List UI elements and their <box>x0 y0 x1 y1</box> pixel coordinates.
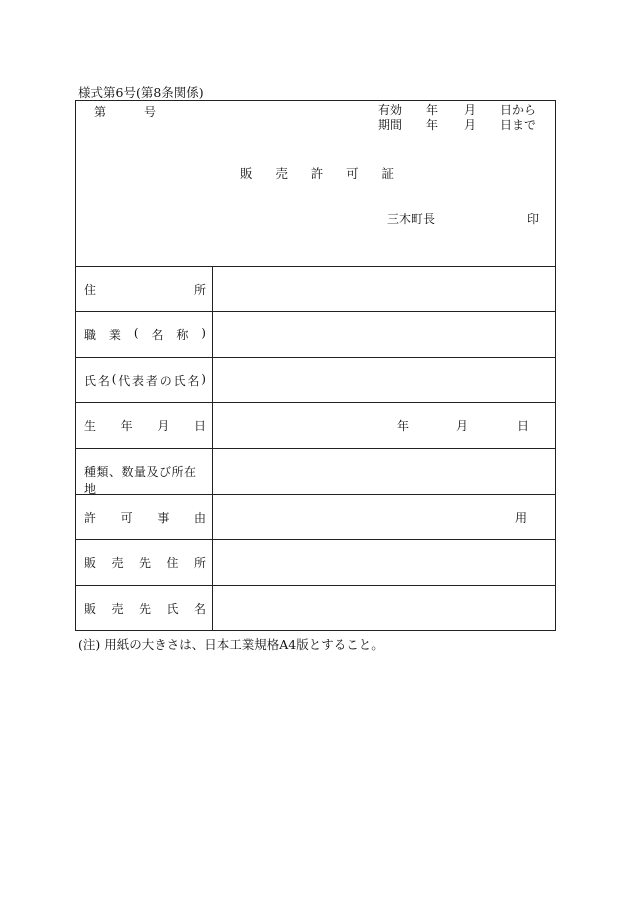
label-permit-reason: 許 可 事 由 <box>84 511 206 525</box>
label-address: 住 所 <box>84 283 206 297</box>
document-title: 販 売 許 可 証 <box>240 166 394 181</box>
row-divider <box>76 357 555 358</box>
permit-form <box>75 100 556 631</box>
row-divider <box>76 266 555 267</box>
validity-from: 日から <box>500 103 537 117</box>
validity-year-1: 年 <box>426 103 439 117</box>
birthdate-day: 日 <box>517 419 530 433</box>
label-birthdate: 生 年 月 日 <box>84 419 206 433</box>
label-buyer-name: 販 売 先 氏 名 <box>84 602 206 616</box>
birthdate-month: 月 <box>456 419 469 433</box>
validity-year-2: 年 <box>426 118 439 132</box>
row-divider <box>76 311 555 312</box>
birthdate-year: 年 <box>397 419 410 433</box>
seal-mark: 印 <box>527 212 540 226</box>
validity-label-2: 期間 <box>378 118 403 132</box>
label-type-quantity-location: 種類、数量及び所在地 <box>84 465 197 496</box>
form-number-label: 様式第6号(第8条関係) <box>78 85 204 100</box>
validity-month-1: 月 <box>464 103 477 117</box>
permit-reason-use: 用 <box>515 511 528 525</box>
label-occupation: 職 業 ( 名 称 ) <box>84 326 206 342</box>
validity-until: 日まで <box>500 118 537 132</box>
validity-period <box>378 103 536 133</box>
row-divider <box>76 585 555 586</box>
permit-number <box>94 103 156 120</box>
column-divider <box>212 266 213 630</box>
row-divider <box>76 448 555 449</box>
number-suffix: 号 <box>143 105 156 119</box>
issuer-name: 三木町長 <box>387 212 436 226</box>
number-prefix: 第 <box>94 105 107 119</box>
row-divider <box>76 539 555 540</box>
label-name: 氏 名 ( 代 表 者 の 氏 名 ) <box>84 372 206 388</box>
footnote: (注) 用紙の大きさは、日本工業規格A4版とすること。 <box>78 637 384 652</box>
validity-label-1: 有効 <box>378 103 403 117</box>
row-divider <box>76 402 555 403</box>
label-buyer-address: 販 売 先 住 所 <box>84 556 206 570</box>
validity-month-2: 月 <box>464 118 477 132</box>
